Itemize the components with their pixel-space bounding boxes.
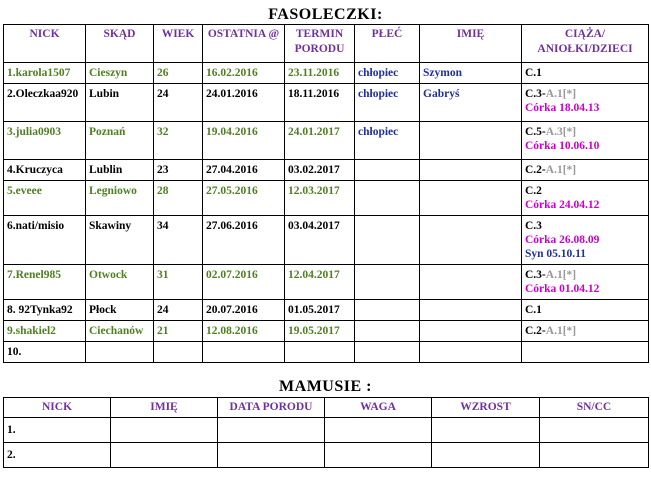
mamusie-cell — [325, 418, 432, 443]
table-row — [4, 443, 649, 468]
mamusie-cell — [432, 443, 540, 468]
aniolki-value: A.3[*] — [545, 126, 577, 138]
header-skad: SKĄD — [86, 25, 154, 63]
cell-ostatnia: 20.07.2016 — [203, 300, 285, 321]
table-row — [4, 265, 649, 300]
table-row — [4, 122, 649, 160]
ciaza-value: C.2- — [525, 164, 546, 176]
mamusie-cell — [432, 418, 540, 443]
cell-termin: 12.04.2017 — [285, 265, 355, 300]
cell-wiek: 31 — [154, 265, 203, 300]
child-entry: Córka 24.04.12 — [525, 199, 600, 211]
header-nick: NICK — [4, 25, 86, 63]
cell-ostatnia: 27.05.2016 — [203, 181, 285, 216]
mamusie-header-waga: WAGA — [325, 398, 432, 418]
cell-termin: 24.01.2017 — [285, 122, 355, 160]
child-entry: Córka 10.06.10 — [525, 140, 600, 152]
mamusie-cell — [218, 443, 325, 468]
cell-nick: 3.julia0903 — [4, 122, 86, 160]
aniolki-value: A.1[*] — [545, 325, 577, 337]
cell-nick: 7.Renel985 — [4, 265, 86, 300]
ciaza-value: C.5- — [525, 126, 546, 138]
cell-wiek: 26 — [154, 63, 203, 84]
cell-plec — [355, 342, 420, 363]
cell-termin: 12.03.2017 — [285, 181, 355, 216]
cell-termin — [285, 342, 355, 363]
cell-termin: 01.05.2017 — [285, 300, 355, 321]
fasoleczki-header-row — [4, 25, 649, 63]
child-entry: Córka 01.04.12 — [525, 283, 600, 295]
mamusie-cell — [111, 418, 218, 443]
mamusie-header-nick: NICK — [4, 398, 111, 418]
cell-ciaza — [522, 265, 649, 300]
cell-skad: Płock — [86, 300, 154, 321]
ciaza-line — [525, 163, 648, 177]
mamusie-cell — [325, 443, 432, 468]
cell-ostatnia: 27.04.2016 — [203, 160, 285, 181]
cell-imie — [420, 321, 522, 342]
table-row — [4, 160, 649, 181]
cell-imie — [420, 216, 522, 265]
cell-skad — [86, 342, 154, 363]
cell-ostatnia: 12.08.2016 — [203, 321, 285, 342]
table-row — [4, 63, 649, 84]
ciaza-line — [525, 125, 648, 139]
cell-termin: 23.11.2016 — [285, 63, 355, 84]
mamusie-cell: 1. — [4, 418, 111, 443]
cell-nick: 2.Oleczkaa920 — [4, 84, 86, 122]
child-entry: Syn 05.10.11 — [525, 248, 587, 260]
cell-wiek: 32 — [154, 122, 203, 160]
cell-wiek: 23 — [154, 160, 203, 181]
mamusie-header-data: DATA PORODU — [218, 398, 325, 418]
ciaza-value: C.2- — [525, 325, 546, 337]
cell-imie — [420, 181, 522, 216]
cell-termin: 19.05.2017 — [285, 321, 355, 342]
cell-ostatnia: 27.06.2016 — [203, 216, 285, 265]
cell-plec — [355, 265, 420, 300]
ciaza-line — [525, 324, 648, 338]
table-row — [4, 321, 649, 342]
ciaza-value: C.2 — [525, 185, 542, 197]
cell-wiek: 21 — [154, 321, 203, 342]
cell-nick: 8. 92Tynka92 — [4, 300, 86, 321]
mamusie-cell — [218, 418, 325, 443]
cell-imie — [420, 300, 522, 321]
cell-skad: Skawiny — [86, 216, 154, 265]
mamusie-cell — [540, 443, 649, 468]
cell-imie — [420, 265, 522, 300]
ciaza-value: C.3 — [525, 220, 542, 232]
cell-wiek: 24 — [154, 84, 203, 122]
ciaza-line — [525, 184, 648, 198]
table-row — [4, 342, 649, 363]
cell-skad: Otwock — [86, 265, 154, 300]
ciaza-line — [525, 303, 648, 317]
cell-ciaza — [522, 181, 649, 216]
mamusie-table — [3, 397, 649, 468]
cell-nick: 4.Kruczyca — [4, 160, 86, 181]
header-imie: IMIĘ — [420, 25, 522, 63]
cell-skad: Lublin — [86, 160, 154, 181]
ciaza-value: C.1 — [525, 67, 542, 79]
mamusie-title: MAMUSIE : — [279, 378, 372, 395]
cell-wiek: 28 — [154, 181, 203, 216]
child-entry: Córka 18.04.13 — [525, 102, 600, 114]
mamusie-header-sncc: SN/CC — [540, 398, 649, 418]
cell-imie — [420, 160, 522, 181]
mamusie-header-wzrost: WZROST — [432, 398, 540, 418]
cell-nick: 1.karola1507 — [4, 63, 86, 84]
child-entry: Córka 26.08.09 — [525, 234, 600, 246]
cell-nick: 10. — [4, 342, 86, 363]
ciaza-line — [525, 219, 648, 233]
cell-skad: Legniowo — [86, 181, 154, 216]
header-ciaza: CIĄŻA/ ANIOŁKI/DZIECI — [522, 25, 649, 63]
cell-ciaza — [522, 300, 649, 321]
ciaza-line — [525, 87, 648, 101]
cell-ostatnia: 16.02.2016 — [203, 63, 285, 84]
cell-imie: Szymon — [420, 63, 522, 84]
aniolki-value: A.1[*] — [545, 88, 577, 100]
cell-skad: Ciechanów — [86, 321, 154, 342]
aniolki-value: A.1[*] — [545, 164, 577, 176]
cell-skad: Poznań — [86, 122, 154, 160]
cell-ciaza — [522, 216, 649, 265]
cell-ciaza — [522, 160, 649, 181]
cell-ciaza — [522, 321, 649, 342]
cell-termin: 03.02.2017 — [285, 160, 355, 181]
cell-ciaza — [522, 84, 649, 122]
header-plec: PŁEĆ — [355, 25, 420, 63]
cell-plec: chłopiec — [355, 122, 420, 160]
cell-ciaza — [522, 63, 649, 84]
cell-ostatnia: 02.07.2016 — [203, 265, 285, 300]
cell-wiek: 34 — [154, 216, 203, 265]
cell-nick: 9.shakiel2 — [4, 321, 86, 342]
cell-skad: Cieszyn — [86, 63, 154, 84]
aniolki-value: A.1[*] — [545, 269, 577, 281]
mamusie-header-imie: IMIĘ — [111, 398, 218, 418]
cell-plec — [355, 160, 420, 181]
cell-termin: 18.11.2016 — [285, 84, 355, 122]
cell-imie — [420, 122, 522, 160]
ciaza-line — [525, 268, 648, 282]
mamusie-header-row — [4, 398, 649, 418]
cell-skad: Lubin — [86, 84, 154, 122]
mamusie-cell: 2. — [4, 443, 111, 468]
cell-plec: chłopiec — [355, 84, 420, 122]
header-wiek: WIEK — [154, 25, 203, 63]
cell-imie — [420, 342, 522, 363]
cell-ostatnia: 19.04.2016 — [203, 122, 285, 160]
fasoleczki-title: FASOLECZKI: — [268, 6, 383, 23]
ciaza-value: C.3- — [525, 88, 546, 100]
cell-plec — [355, 321, 420, 342]
ciaza-value: C.1 — [525, 304, 542, 316]
cell-termin: 03.04.2017 — [285, 216, 355, 265]
cell-nick: 5.eveee — [4, 181, 86, 216]
table-row — [4, 84, 649, 122]
ciaza-value: C.3- — [525, 269, 546, 281]
table-row — [4, 216, 649, 265]
cell-ostatnia — [203, 342, 285, 363]
cell-imie: Gabryś — [420, 84, 522, 122]
mamusie-cell — [111, 443, 218, 468]
cell-plec — [355, 300, 420, 321]
table-row — [4, 181, 649, 216]
cell-plec: chłopiec — [355, 63, 420, 84]
header-termin: TERMIN PORODU — [285, 25, 355, 63]
table-row — [4, 300, 649, 321]
fasoleczki-table — [3, 24, 649, 363]
mamusie-cell — [540, 418, 649, 443]
cell-nick: 6.nati/misio — [4, 216, 86, 265]
header-ostatnia: OSTATNIA @ — [203, 25, 285, 63]
table-row — [4, 418, 649, 443]
cell-plec — [355, 216, 420, 265]
cell-wiek — [154, 342, 203, 363]
cell-plec — [355, 181, 420, 216]
cell-ciaza — [522, 122, 649, 160]
cell-wiek: 24 — [154, 300, 203, 321]
ciaza-line — [525, 66, 648, 80]
cell-ciaza — [522, 342, 649, 363]
cell-ostatnia: 24.01.2016 — [203, 84, 285, 122]
